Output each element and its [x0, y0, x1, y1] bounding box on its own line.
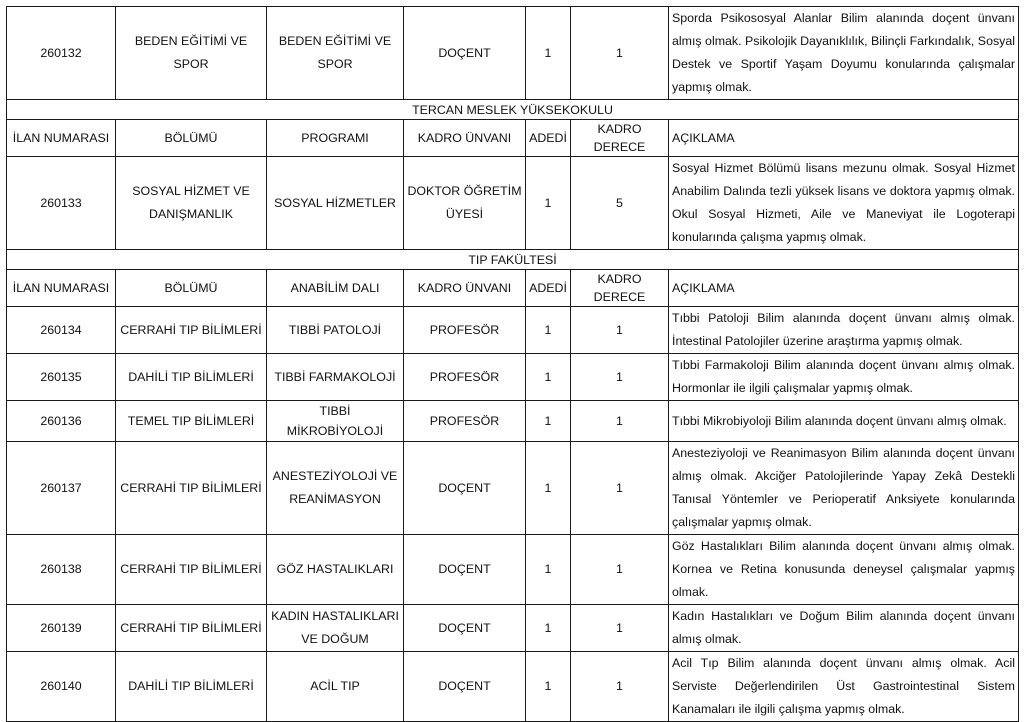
- ilan-no-cell: 260138: [7, 535, 116, 605]
- section-title: TERCAN MESLEK YÜKSEKOKULU: [7, 100, 1019, 120]
- bolum-cell: BEDEN EĞİTİMİ VE SPOR: [116, 7, 267, 100]
- bolum-cell: CERRAHİ TIP BİLİMLERİ: [116, 307, 267, 354]
- derece-cell: 1: [571, 652, 669, 722]
- program-cell: BEDEN EĞİTİMİ VE SPOR: [267, 7, 404, 100]
- header-derece: KADRO DERECE: [571, 120, 669, 157]
- bolum-cell: SOSYAL HİZMET VE DANIŞMANLIK: [116, 157, 267, 250]
- aciklama-cell: Tıbbi Farmakoloji Bilim alanında doçent ünvanı almış olmak. Hormonlar ile ilgili çalışmalar yapmış olmak.: [669, 354, 1019, 401]
- derece-cell: 1: [571, 605, 669, 652]
- anabilim-dali-cell: TIBBİ MİKROBİYOLOJİ: [267, 401, 404, 442]
- header-unvan: KADRO ÜNVANI: [404, 270, 526, 307]
- ilan-no-cell: 260137: [7, 442, 116, 535]
- adet-cell: 1: [526, 354, 571, 401]
- aciklama-cell: Acil Tıp Bilim alanında doçent ünvanı almış olmak. Acil Serviste Değerlendirilen Üst Gastrointestinal Sistem Kanamaları ile ilgili çalışma yapmış olmak.: [669, 652, 1019, 722]
- unvan-cell: PROFESÖR: [404, 307, 526, 354]
- header-unvan: KADRO ÜNVANI: [404, 120, 526, 157]
- derece-cell: 1: [571, 307, 669, 354]
- section-title-row: [7, 100, 1019, 120]
- ilan-no-cell: 260140: [7, 652, 116, 722]
- aciklama-cell: Göz Hastalıkları Bilim alanında doçent ünvanı almış olmak. Kornea ve Retina konusunda deneysel çalışmalar yapmış olmak.: [669, 535, 1019, 605]
- anabilim-dali-cell: GÖZ HASTALIKLARI: [267, 535, 404, 605]
- adet-cell: 1: [526, 605, 571, 652]
- unvan-cell: DOÇENT: [404, 442, 526, 535]
- header-anabilim-dali: ANABİLİM DALI: [267, 270, 404, 307]
- table-row: [7, 7, 1019, 100]
- header-aciklama: AÇIKLAMA: [669, 270, 1019, 307]
- aciklama-cell: Kadın Hastalıkları ve Doğum Bilim alanında doçent ünvanı almış olmak.: [669, 605, 1019, 652]
- adet-cell: 1: [526, 442, 571, 535]
- table-row: [7, 354, 1019, 401]
- bolum-cell: DAHİLİ TIP BİLİMLERİ: [116, 354, 267, 401]
- derece-cell: 1: [571, 442, 669, 535]
- unvan-cell: DOKTOR ÖĞRETİM ÜYESİ: [404, 157, 526, 250]
- unvan-cell: DOÇENT: [404, 535, 526, 605]
- table-row: [7, 307, 1019, 354]
- unvan-cell: DOÇENT: [404, 7, 526, 100]
- adet-cell: 1: [526, 307, 571, 354]
- ilan-no-cell: 260134: [7, 307, 116, 354]
- anabilim-dali-cell: TIBBİ FARMAKOLOJİ: [267, 354, 404, 401]
- table-row: [7, 535, 1019, 605]
- aciklama-cell: Anesteziyoloji ve Reanimasyon Bilim alanında doçent ünvanı almış olmak. Akciğer Patolojilerinde Yapay Zekâ Destekli Tanısal Yöntemler ve Perioperatif Anksiyete konularında çalışmalar yapmış olmak.: [669, 442, 1019, 535]
- aciklama-cell: Tıbbi Mikrobiyoloji Bilim alanında doçent ünvanı almış olmak.: [669, 401, 1019, 442]
- unvan-cell: PROFESÖR: [404, 401, 526, 442]
- table-row: [7, 442, 1019, 535]
- header-adet: ADEDİ: [526, 120, 571, 157]
- header-derece: KADRO DERECE: [571, 270, 669, 307]
- bolum-cell: CERRAHİ TIP BİLİMLERİ: [116, 442, 267, 535]
- adet-cell: 1: [526, 157, 571, 250]
- aciklama-cell: Sosyal Hizmet Bölümü lisans mezunu olmak. Sosyal Hizmet Anabilim Dalında tezli yüksek lisans ve doktora yapmış olmak. Okul Sosyal Hizmeti, Aile ve Maneviyat ile Logoterapi konularında çalışma yapmış olmak.: [669, 157, 1019, 250]
- bolum-cell: DAHİLİ TIP BİLİMLERİ: [116, 652, 267, 722]
- aciklama-cell: Tıbbi Patoloji Bilim alanında doçent ünvanı almış olmak. İntestinal Patolojiler üzerine araştırma yapmış olmak.: [669, 307, 1019, 354]
- adet-cell: 1: [526, 535, 571, 605]
- anabilim-dali-cell: TIBBİ PATOLOJİ: [267, 307, 404, 354]
- bolum-cell: TEMEL TIP BİLİMLERİ: [116, 401, 267, 442]
- table-row: [7, 652, 1019, 722]
- unvan-cell: PROFESÖR: [404, 354, 526, 401]
- header-ilan-no: İLAN NUMARASI: [7, 270, 116, 307]
- derece-cell: 5: [571, 157, 669, 250]
- section-title-row: [7, 250, 1019, 270]
- header-adet: ADEDİ: [526, 270, 571, 307]
- header-program: PROGRAMI: [267, 120, 404, 157]
- adet-cell: 1: [526, 652, 571, 722]
- adet-cell: 1: [526, 401, 571, 442]
- header-ilan-no: İLAN NUMARASI: [7, 120, 116, 157]
- derece-cell: 1: [571, 354, 669, 401]
- announcement-table: [6, 6, 1019, 722]
- ilan-no-cell: 260135: [7, 354, 116, 401]
- ilan-no-cell: 260139: [7, 605, 116, 652]
- derece-cell: 1: [571, 401, 669, 442]
- section-title: TIP FAKÜLTESİ: [7, 250, 1019, 270]
- adet-cell: 1: [526, 7, 571, 100]
- table-row: [7, 157, 1019, 250]
- bolum-cell: CERRAHİ TIP BİLİMLERİ: [116, 605, 267, 652]
- header-bolum: BÖLÜMÜ: [116, 270, 267, 307]
- anabilim-dali-cell: ACİL TIP: [267, 652, 404, 722]
- header-row: [7, 270, 1019, 307]
- program-cell: SOSYAL HİZMETLER: [267, 157, 404, 250]
- header-bolum: BÖLÜMÜ: [116, 120, 267, 157]
- ilan-no-cell: 260133: [7, 157, 116, 250]
- header-row: [7, 120, 1019, 157]
- anabilim-dali-cell: ANESTEZİYOLOJİ VE REANİMASYON: [267, 442, 404, 535]
- ilan-no-cell: 260136: [7, 401, 116, 442]
- ilan-no-cell: 260132: [7, 7, 116, 100]
- derece-cell: 1: [571, 535, 669, 605]
- aciklama-cell: Sporda Psikososyal Alanlar Bilim alanında doçent ünvanı almış olmak. Psikolojik Dayanıklılık, Bilinçli Farkındalık, Sosyal Destek ve Sportif Yaşam Doyumu konularında çalışmalar yapmış olmak.: [669, 7, 1019, 100]
- anabilim-dali-cell: KADIN HASTALIKLARI VE DOĞUM: [267, 605, 404, 652]
- unvan-cell: DOÇENT: [404, 605, 526, 652]
- derece-cell: 1: [571, 7, 669, 100]
- header-aciklama: AÇIKLAMA: [669, 120, 1019, 157]
- unvan-cell: DOÇENT: [404, 652, 526, 722]
- table-row: [7, 605, 1019, 652]
- bolum-cell: CERRAHİ TIP BİLİMLERİ: [116, 535, 267, 605]
- table-row: [7, 401, 1019, 442]
